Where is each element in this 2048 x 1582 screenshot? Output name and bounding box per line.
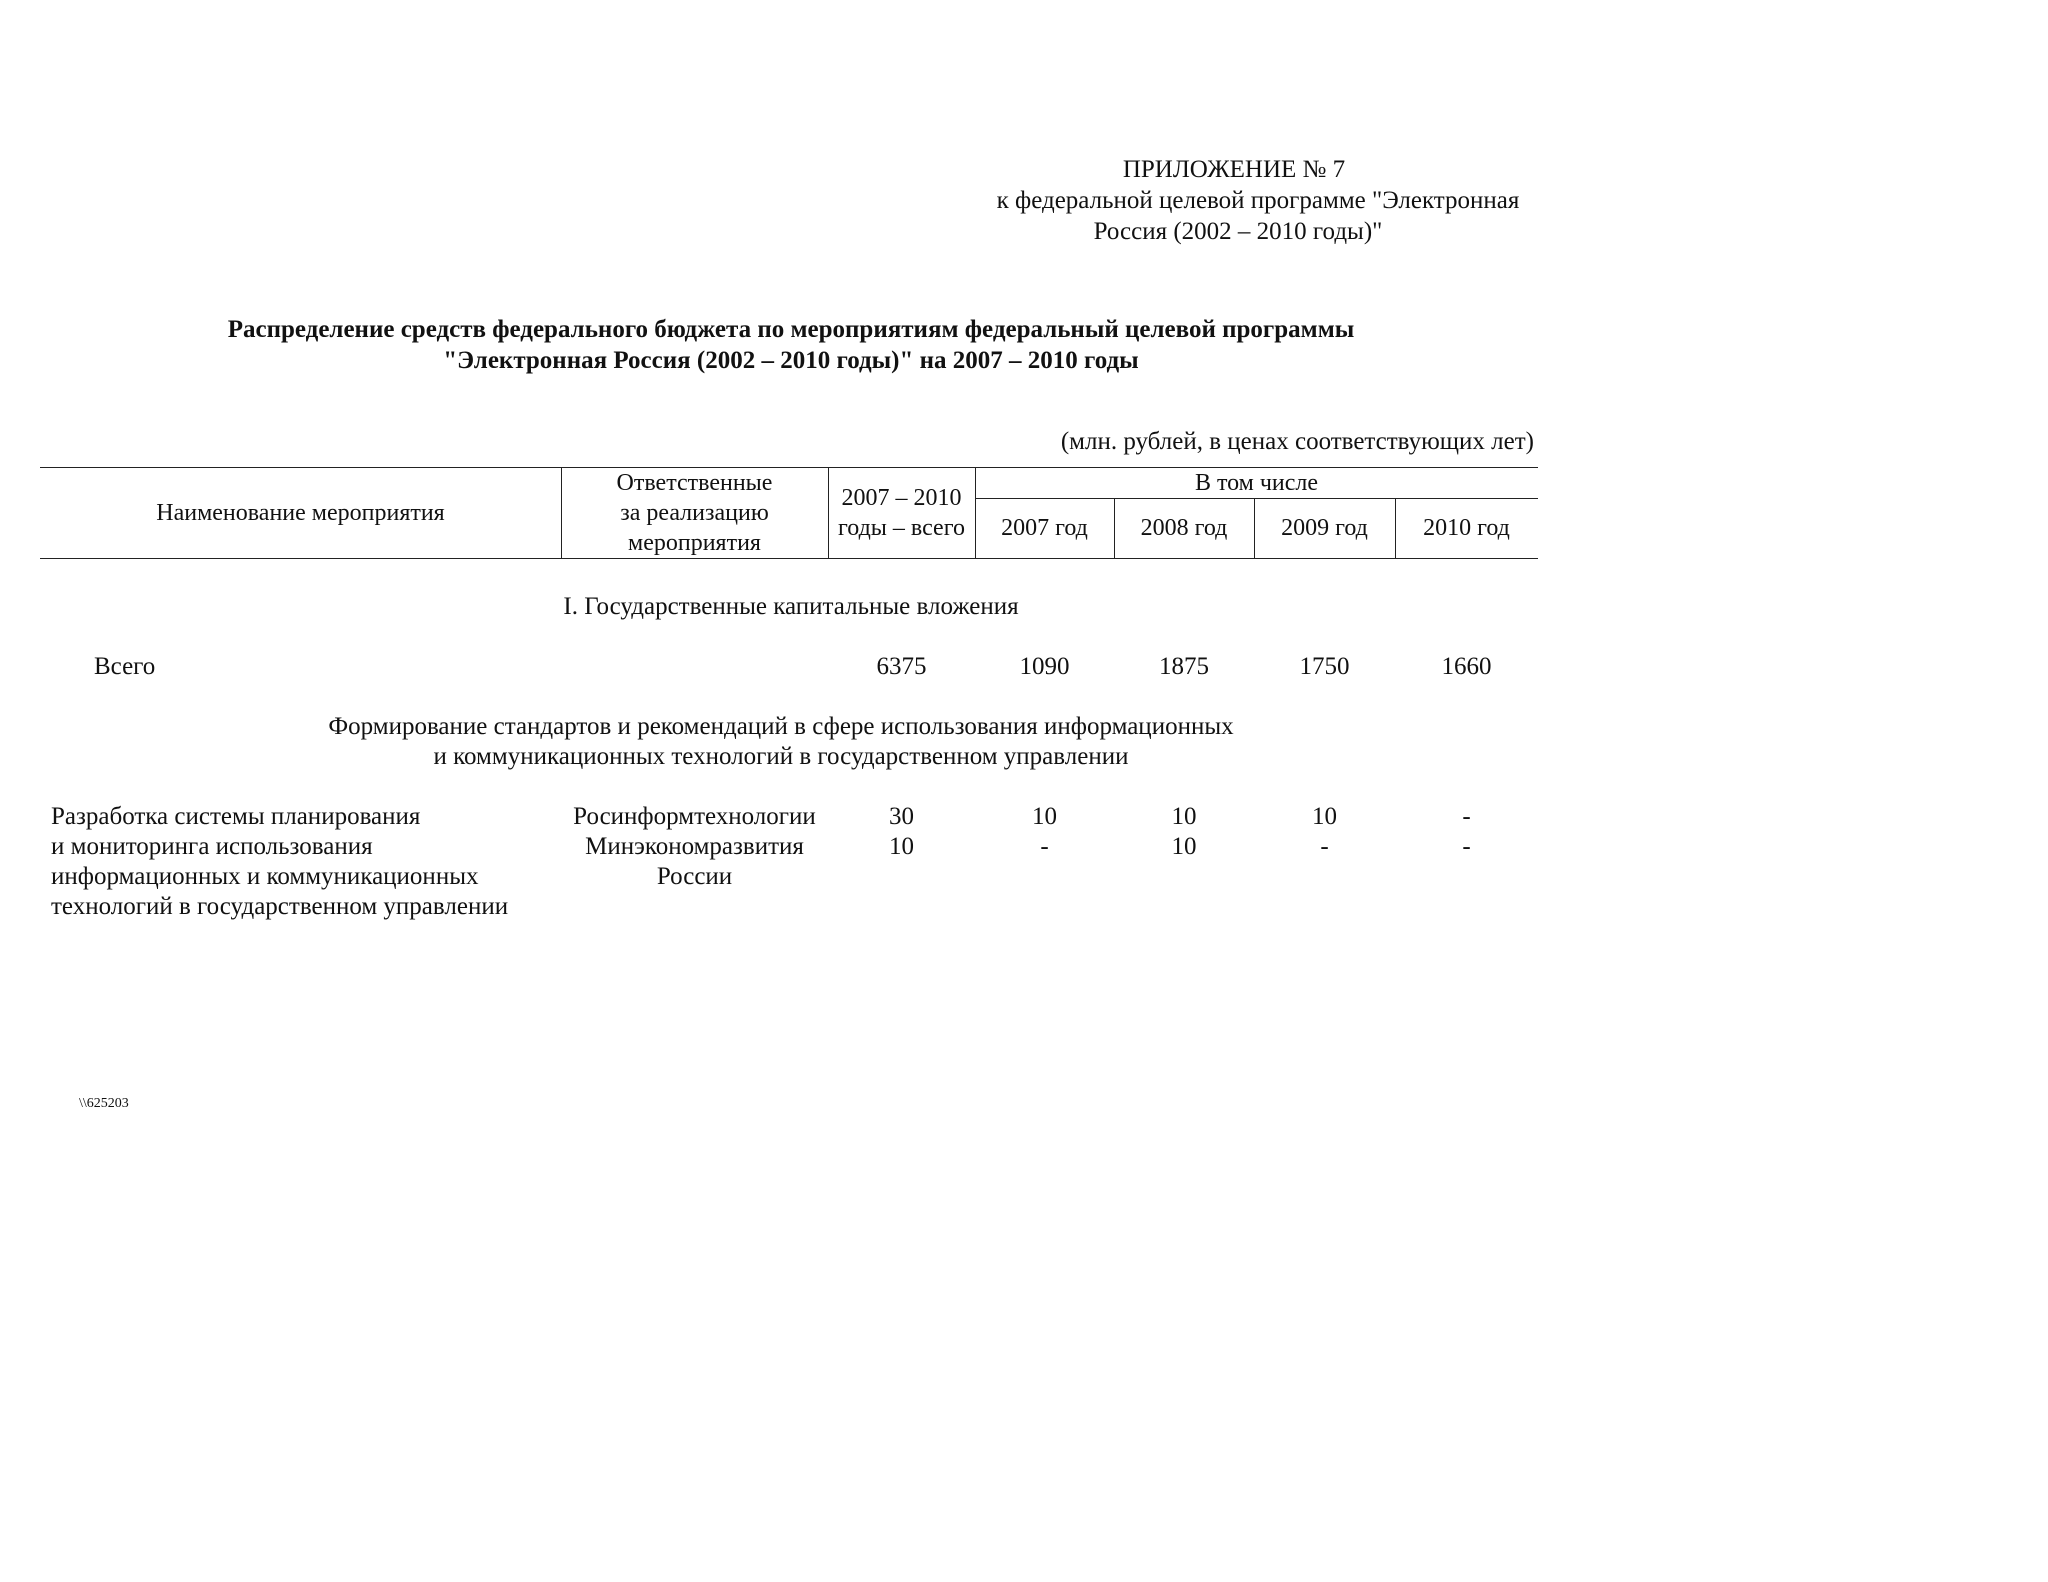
activity-name bbox=[51, 802, 508, 922]
activity-value: 10 bbox=[1171, 803, 1197, 830]
subsection-title-line2: и коммуникационных технологий в государственном управлении bbox=[433, 743, 1129, 770]
appendix-number: ПРИЛОЖЕНИЕ № 7 bbox=[1122, 156, 1346, 183]
activity-total-values bbox=[828, 802, 975, 862]
header-year-2008-label: 2008 год bbox=[1140, 515, 1228, 541]
header-responsible bbox=[561, 467, 828, 558]
header-year-2007-label: 2007 год bbox=[1001, 515, 1088, 541]
header-year-2007 bbox=[975, 498, 1114, 558]
total-row-value: 1660 bbox=[1441, 653, 1492, 680]
activity-value: - bbox=[1320, 833, 1329, 860]
responsible-line: Минэкономразвития bbox=[585, 833, 804, 860]
responsible-line: России bbox=[656, 863, 733, 890]
header-year-2008 bbox=[1114, 498, 1254, 558]
header-total bbox=[828, 467, 975, 558]
activity-value: 30 bbox=[889, 803, 914, 830]
header-including bbox=[975, 467, 1538, 498]
header-responsible-line2: за реализацию bbox=[620, 499, 769, 526]
document-code: \\625203 bbox=[79, 1096, 129, 1111]
activity-value: 10 bbox=[1312, 803, 1337, 830]
header-activity-name bbox=[40, 467, 561, 558]
header-total-line2: годы – всего bbox=[838, 514, 965, 541]
table-header-bottom-rule bbox=[40, 558, 1538, 559]
responsible-line: Росинформтехнологии bbox=[573, 803, 816, 830]
header-year-2009 bbox=[1254, 498, 1395, 558]
header-total-line1: 2007 – 2010 bbox=[841, 484, 962, 511]
activity-value: - bbox=[1462, 833, 1471, 860]
total-row-value: 1875 bbox=[1159, 653, 1209, 680]
activity-row bbox=[0, 802, 1582, 922]
header-year-2010 bbox=[1395, 498, 1538, 558]
header-activity-name-label: Наименование мероприятия bbox=[156, 499, 445, 526]
appendix-program-line2: Россия (2002 – 2010 годы)" bbox=[1093, 218, 1383, 245]
header-responsible-line1: Ответственные bbox=[616, 469, 773, 496]
activity-responsible bbox=[561, 802, 828, 892]
total-row-value: 1090 bbox=[1019, 653, 1070, 680]
total-row-value: 6375 bbox=[876, 653, 927, 680]
activity-name-line: информационных и коммуникационных bbox=[51, 863, 479, 890]
appendix-block bbox=[964, 154, 1564, 247]
activity-2009-values bbox=[1254, 802, 1395, 862]
activity-name-line: технологий в государственном управлении bbox=[51, 893, 509, 920]
activity-name-line: и мониторинга использования bbox=[51, 833, 373, 860]
activity-value: - bbox=[1462, 803, 1471, 830]
activity-value: - bbox=[1040, 833, 1049, 860]
header-responsible-line3: мероприятия bbox=[628, 529, 761, 556]
subsection-title bbox=[0, 712, 1572, 772]
header-year-2010-label: 2010 год bbox=[1423, 515, 1510, 541]
header-year-2009-label: 2009 год bbox=[1281, 515, 1368, 541]
document-title-line1: Распределение средств федерального бюджета по мероприятиям федеральный целевой программы bbox=[227, 316, 1355, 343]
activity-value: 10 bbox=[1171, 833, 1197, 860]
activity-2010-values bbox=[1395, 802, 1538, 862]
total-row-label: Всего bbox=[94, 653, 156, 680]
appendix-program-line1: к федеральной целевой программе "Электронная bbox=[996, 187, 1520, 214]
activity-2008-values bbox=[1114, 802, 1254, 862]
header-including-label: В том числе bbox=[1194, 469, 1319, 496]
activity-value: 10 bbox=[1032, 803, 1057, 830]
total-row bbox=[0, 652, 1582, 682]
total-row-value: 1750 bbox=[1299, 653, 1350, 680]
section-title: I. Государственные капитальные вложения bbox=[563, 593, 1019, 620]
activity-name-line: Разработка системы планирования bbox=[51, 803, 421, 830]
activity-2007-values bbox=[975, 802, 1114, 862]
units-note: (млн. рублей, в ценах соответствующих лет) bbox=[1060, 428, 1534, 455]
document-title-line2: "Электронная Россия (2002 – 2010 годы)" на 2007 – 2010 годы bbox=[443, 347, 1139, 374]
subsection-title-line1: Формирование стандартов и рекомендаций в сфере использования информационных bbox=[328, 713, 1234, 740]
activity-value: 10 bbox=[889, 833, 914, 860]
document-title bbox=[0, 314, 1582, 376]
